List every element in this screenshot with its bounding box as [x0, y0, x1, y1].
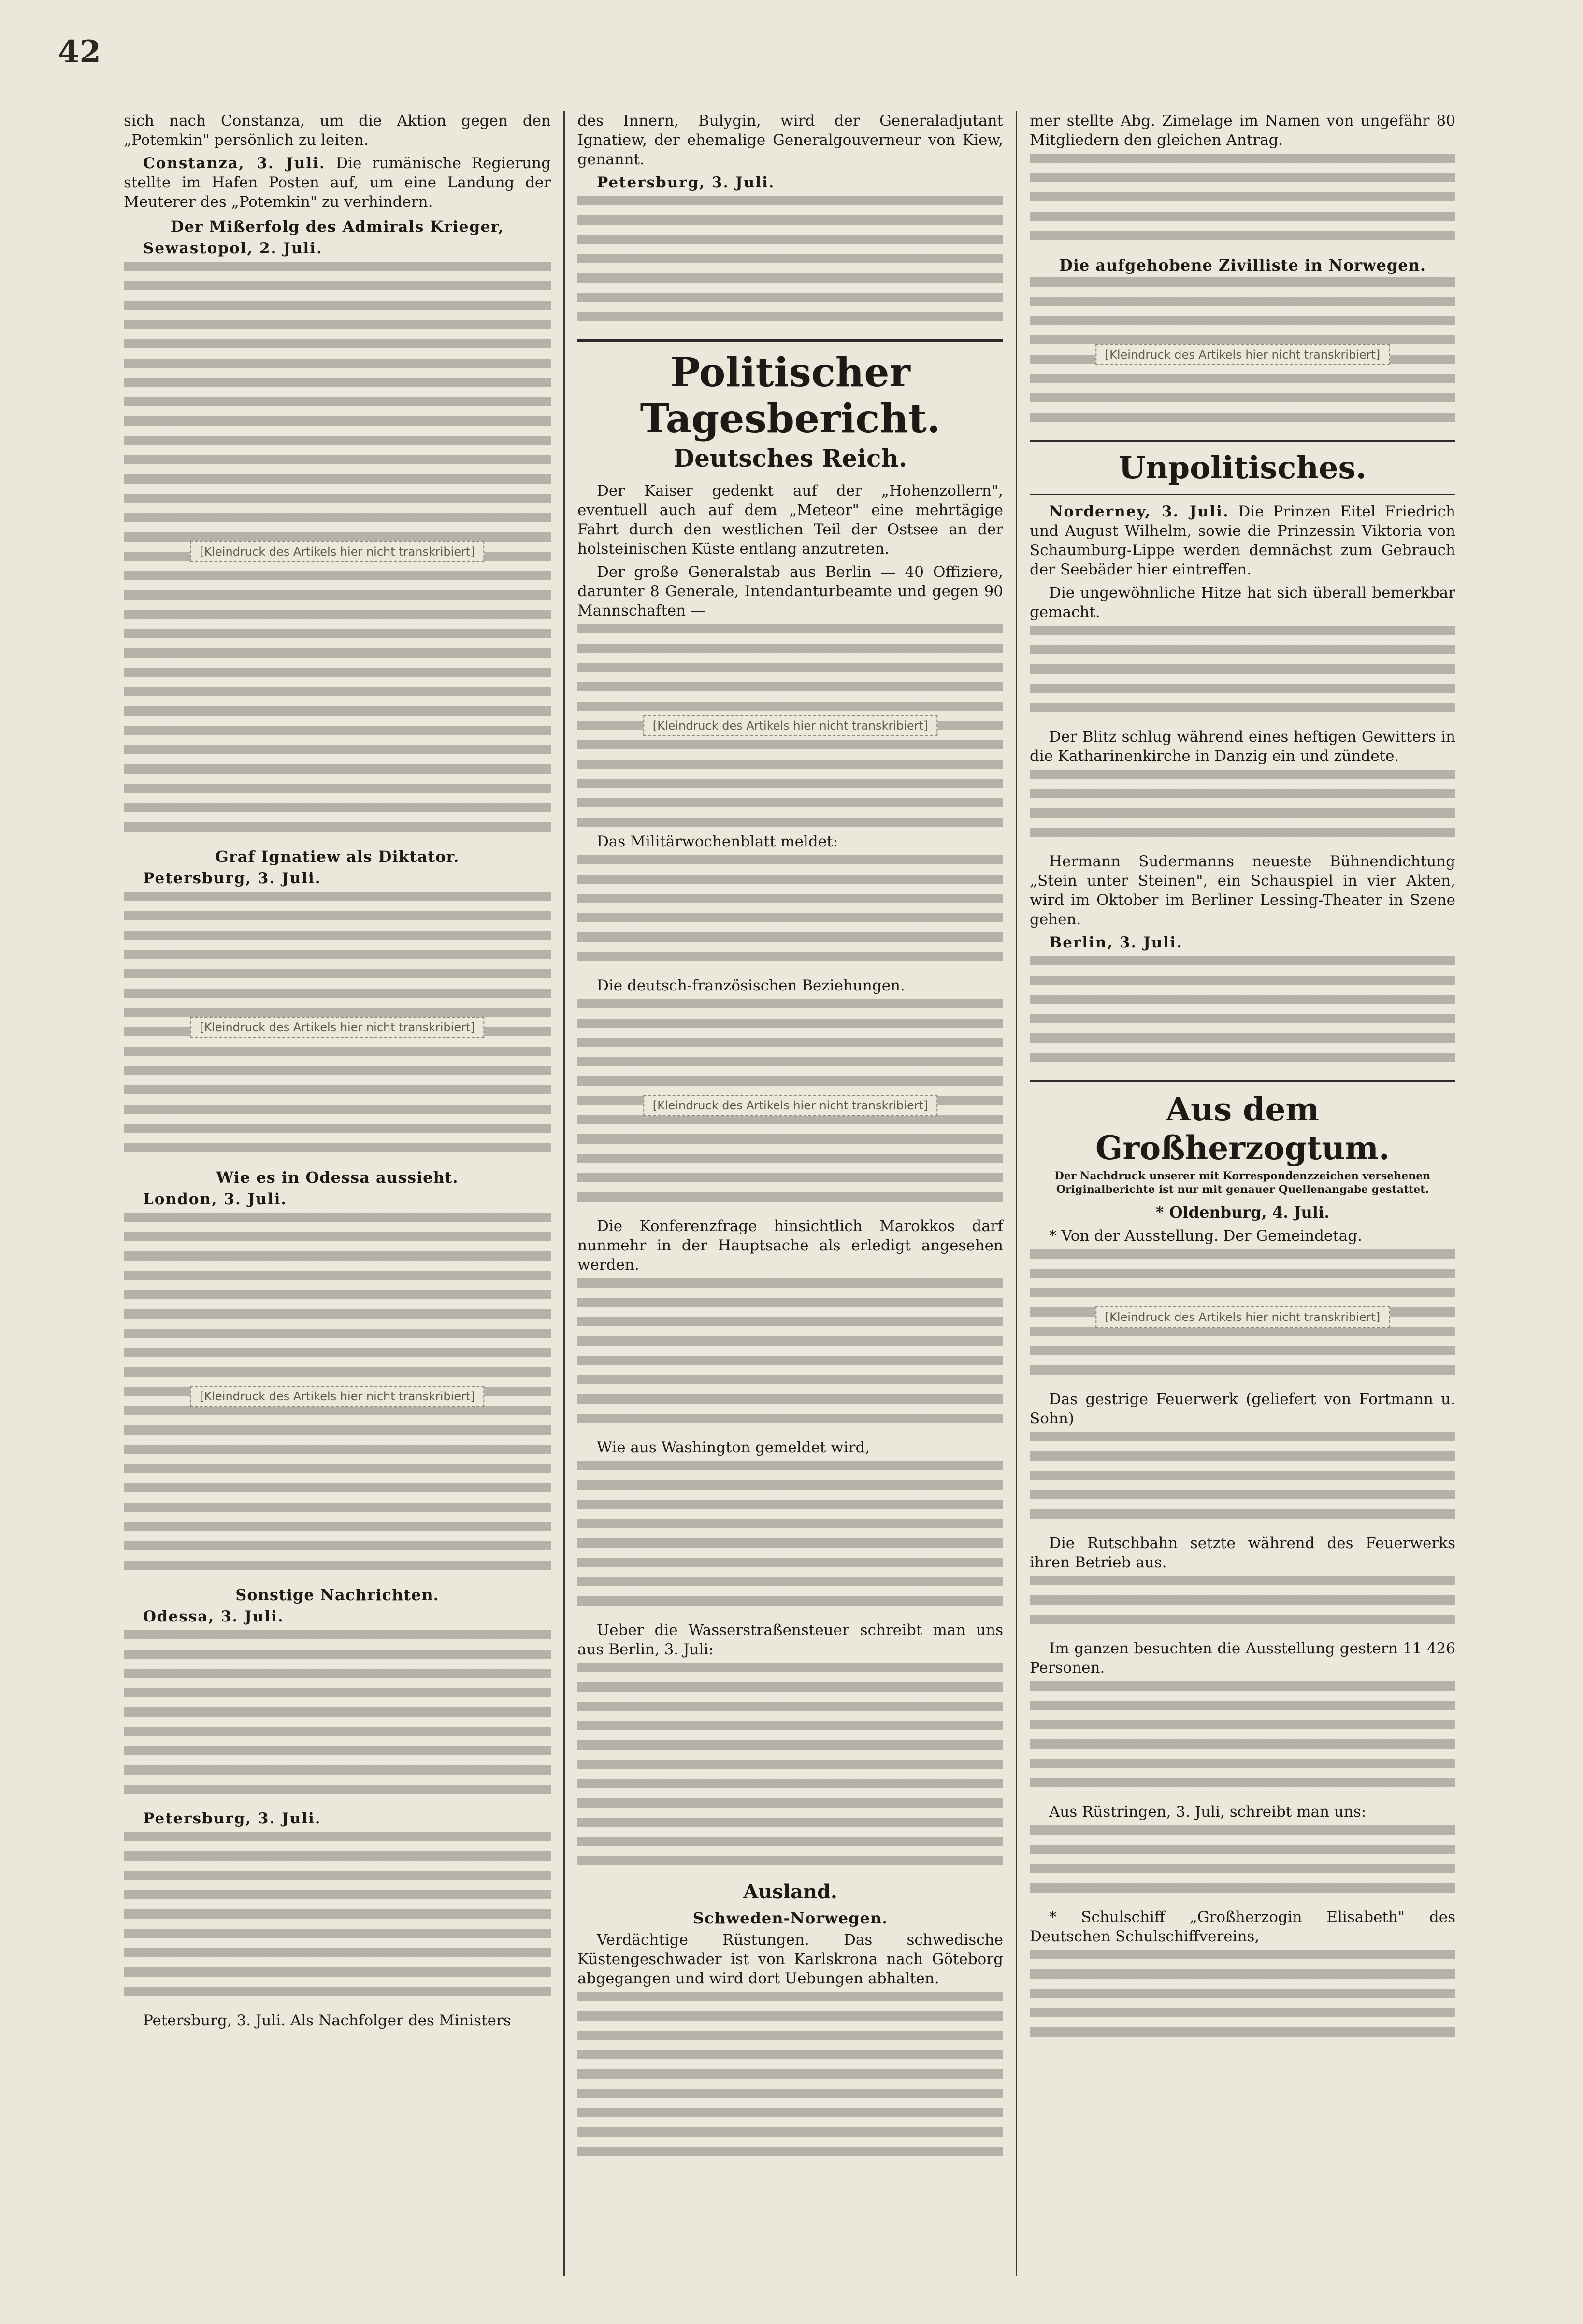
- col1-dateline-petersburg-a: [124, 869, 551, 888]
- col3-untranscribed-a: [1030, 277, 1455, 432]
- col2-untranscribed-e: [577, 1461, 1003, 1616]
- col3-paragraph-hitze: Die ungewöhnliche Hitze hat sich überall bemerkbar gemacht.: [1030, 584, 1455, 621]
- col3-feuerwerk: Das gestrige Feuerwerk (geliefert von Fortmann u. Sohn): [1030, 1391, 1455, 1427]
- col1-untranscribed-a: [124, 262, 551, 842]
- col3-untranscribed-e: [1030, 1249, 1455, 1385]
- col2-lead: des Innern, Bulygin, wird der Generaladjutant Ignatiew, der ehemalige Generalgouverneur von Kiew, genannt.: [577, 112, 1003, 168]
- col3-besucher: Im ganzen besuchten die Ausstellung gestern 11 426 Personen.: [1030, 1640, 1455, 1677]
- col3-dateline-oldenburg: * Oldenburg, 4. Juli.: [1155, 1203, 1330, 1221]
- col2-main-title: Politischer Tagesbericht.: [640, 349, 941, 442]
- col3-untranscribed-top: [1030, 154, 1455, 250]
- col1-dateline-1: Constanza, 3. Juli.: [143, 155, 326, 172]
- col3-rutschbahn: Die Rutschbahn setzte während des Feuerwerks ihren Betrieb aus.: [1030, 1535, 1455, 1571]
- col3-article-norderney: [1030, 502, 1455, 579]
- col1-lead: sich nach Constanza, um die Aktion gegen den „Potemkin" persönlich zu leiten.: [124, 112, 551, 149]
- col1-dateline-2: Sewastopol, 2. Juli.: [143, 240, 323, 257]
- col3-placeholder-a: [Kleindruck des Artikels hier nicht transkribiert]: [1095, 344, 1390, 365]
- col1-untranscribed-b: [124, 892, 551, 1162]
- col1-article: [124, 154, 551, 212]
- columns: [111, 111, 1469, 2276]
- col1-placeholder-c: [Kleindruck des Artikels hier nicht transkribiert]: [190, 1386, 484, 1407]
- col3-paragraph-1: Die Prinzen Eitel Friedrich und August Wilhelm, sowie die Prinzessin Viktoria von Schaumburg-Lippe werden demnächst zum Gebrauch der Seebäder hier eintreffen.: [1030, 503, 1455, 578]
- col2-wasserstrassen: Ueber die Wasserstraßensteuer schreibt man uns aus Berlin, 3. Juli:: [577, 1621, 1003, 1658]
- col3-ruestringen: Aus Rüstringen, 3. Juli, schreibt man uns:: [1049, 1803, 1367, 1821]
- col1-untranscribed-c: [124, 1213, 551, 1580]
- col2-untranscribed-c: [577, 999, 1003, 1212]
- col3-placeholder-b: [Kleindruck des Artikels hier nicht transkribiert]: [1095, 1306, 1390, 1328]
- col2-beziehungen: Die deutsch-französischen Beziehungen.: [597, 977, 905, 994]
- col1-untranscribed-e: [124, 1832, 551, 2006]
- col3-title-unpolitisches: Unpolitisches.: [1119, 450, 1367, 486]
- col2-washington: Wie aus Washington gemeldet wird,: [597, 1439, 870, 1456]
- col2-dateline-1: Petersburg, 3. Juli.: [597, 174, 775, 191]
- col3-dateline-1: Norderney, 3. Juli.: [1049, 503, 1229, 520]
- col3-untranscribed-i: [1030, 1825, 1455, 1903]
- col2-heading-schweden: Schweden-Norwegen.: [692, 1909, 888, 1927]
- col2-militaerwochenblatt: Das Militärwochenblatt meldet:: [597, 833, 838, 850]
- col1-placeholder-a: [Kleindruck des Artikels hier nicht transkribiert]: [190, 541, 484, 562]
- col3-untranscribed-f: [1030, 1432, 1455, 1529]
- col3-untranscribed-d: [1030, 956, 1455, 1072]
- col2-paragraph-generalstab: Der große Generalstab aus Berlin — 40 Offiziere, darunter 8 Generale, Intendanturbeamte und gegen 90 Mannschaften —: [577, 563, 1003, 619]
- col3-reprint-note: Der Nachdruck unserer mit Korrespondenzzeichen versehenen Originalberichte ist nur mit genauer Quellenangabe gestattet.: [1054, 1170, 1431, 1196]
- col2-konferenzfrage: Die Konferenzfrage hinsichtlich Marokkos darf nunmehr in der Hauptsache als erledigt angesehen werden.: [577, 1218, 1003, 1274]
- col2-dateline-petersburg: [577, 173, 1003, 192]
- col1-heading-odessa: Wie es in Odessa aussieht.: [216, 1168, 459, 1187]
- col3-untranscribed-b: [1030, 626, 1455, 722]
- col3-untranscribed-g: [1030, 1576, 1455, 1634]
- column-1: [111, 111, 563, 2276]
- col3-dateline-2: Berlin, 3. Juli.: [1049, 934, 1183, 951]
- col3-heading-zivilliste: Die aufgehobene Zivilliste in Norwegen.: [1059, 256, 1426, 274]
- col3-rule-1: [1030, 440, 1455, 442]
- col2-untranscribed-a: [577, 624, 1003, 827]
- col2-untranscribed-f: [577, 1663, 1003, 1876]
- col1-dateline-3: Petersburg, 3. Juli.: [143, 870, 321, 887]
- col2-untranscribed-d: [577, 1278, 1003, 1433]
- col2-section-title: Deutsches Reich.: [673, 444, 907, 473]
- col1-dateline-odessa: [124, 1607, 551, 1626]
- col1-untranscribed-d: [124, 1630, 551, 1804]
- col1-dateline-6: Petersburg, 3. Juli.: [143, 1810, 321, 1827]
- col3-dateline-berlin: [1030, 933, 1455, 952]
- col2-untranscribed-g: [577, 1992, 1003, 2166]
- col2-paragraph-ruestungen: Verdächtige Rüstungen. Das schwedische Küstengeschwader ist von Karlskrona nach Göteborg abgegangen und wird dort Uebungen abhalten.: [577, 1931, 1003, 1987]
- col1-placeholder-b: [Kleindruck des Artikels hier nicht transkribiert]: [190, 1017, 484, 1038]
- col3-rule-3: [1030, 1080, 1455, 1082]
- col1-dateline-5: Odessa, 3. Juli.: [143, 1608, 284, 1625]
- col1-heading-krieger: Der Mißerfolg des Admirals Krieger,: [170, 217, 504, 236]
- col1-dateline-london: [124, 1190, 551, 1209]
- col3-rule-2: [1030, 494, 1455, 495]
- col1-tail: Petersburg, 3. Juli. Als Nachfolger des Ministers: [143, 2012, 511, 2029]
- col3-paragraph-blitz: Der Blitz schlug während eines heftigen Gewitters in die Katharinenkirche in Danzig ein und zündete.: [1030, 728, 1455, 765]
- col1-heading-ignatiew: Graf Ignatiew als Diktator.: [215, 847, 460, 866]
- page-number: 42: [58, 34, 101, 70]
- col2-placeholder-a: [Kleindruck des Artikels hier nicht transkribiert]: [643, 715, 937, 736]
- col2-section-abroad: Ausland.: [743, 1880, 837, 1903]
- col3-lead: mer stellte Abg. Zimelage im Namen von ungefähr 80 Mitgliedern den gleichen Antrag.: [1030, 112, 1455, 149]
- col3-title-grossherzogtum: Aus dem Großherzogtum.: [1095, 1090, 1390, 1167]
- col1-dateline-sewastopol: [124, 239, 551, 258]
- col3-ausstellung: * Von der Ausstellung. Der Gemeindetag.: [1049, 1227, 1362, 1245]
- col3-paragraph-sudermann: Hermann Sudermanns neueste Bühnendichtung „Stein unter Steinen", ein Schauspiel in vier Akten, wird im Oktober im Berliner Lessing-Theater in Szene gehen.: [1030, 853, 1455, 928]
- col2-rule-top: [577, 339, 1003, 342]
- col3-schulschiff: * Schulschiff „Großherzogin Elisabeth" des Deutschen Schulschiffvereins,: [1030, 1908, 1455, 1945]
- col3-untranscribed-h: [1030, 1681, 1455, 1797]
- col2-paragraph-kaiser: Der Kaiser gedenkt auf der „Hohenzollern", eventuell auch auf dem „Meteor" eine mehrtägige Fahrt durch den westlichen Teil der Ostsee an der holsteinischen Küste entlang anzutreten.: [577, 482, 1003, 558]
- col1-heading-sonstige: Sonstige Nachrichten.: [235, 1586, 439, 1604]
- col1-dateline-petersburg-b: [124, 1809, 551, 1828]
- col3-untranscribed-j: [1030, 1950, 1455, 2047]
- col1-paragraph-1: Die rumänische Regierung stellte im Hafen Posten auf, um eine Landung der Meuterer des „Potemkin" zu verhindern.: [124, 155, 551, 211]
- col2-placeholder-b: [Kleindruck des Artikels hier nicht transkribiert]: [643, 1095, 937, 1116]
- column-2: [563, 111, 1016, 2276]
- column-3: [1016, 111, 1468, 2276]
- col2-untranscribed-b: [577, 855, 1003, 971]
- col2-untranscribed-top: [577, 196, 1003, 331]
- col1-dateline-4: London, 3. Juli.: [143, 1191, 288, 1208]
- col3-untranscribed-c: [1030, 770, 1455, 847]
